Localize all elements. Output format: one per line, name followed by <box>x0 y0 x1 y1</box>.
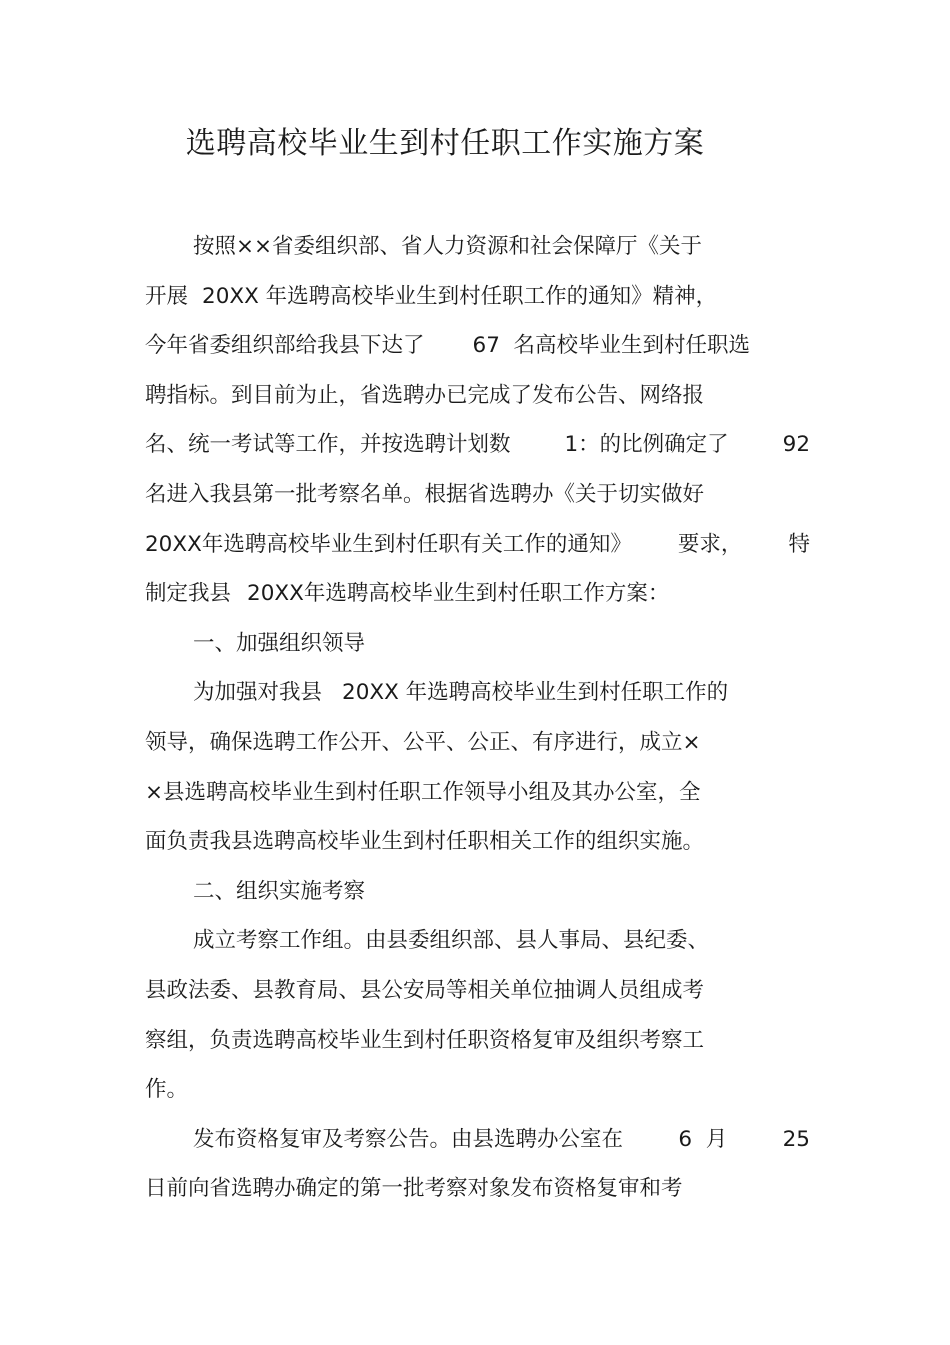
line-segment: 开展 <box>145 283 189 309</box>
body-line <box>145 718 810 768</box>
line-segment: 日前向省选聘办确定的第一批考察对象发布资格复审和考 <box>145 1176 683 1202</box>
body-line <box>145 222 810 272</box>
body-line <box>145 470 810 520</box>
body-line <box>145 272 810 322</box>
body-line <box>145 371 810 421</box>
line-segment: 面负责我县选聘高校毕业生到村任职相关工作的组织实施。 <box>145 829 705 855</box>
line-segment: 成立考察工作组。由县委组织部、县人事局、县纪委、 <box>193 928 710 954</box>
line-segment: 20XX年选聘高校毕业生到村任职有关工作的通知》 <box>145 531 632 557</box>
line-segment: 名进入我县第一批考察名单。根据省选聘办《关于切实做好 <box>145 481 705 507</box>
body-line <box>145 668 810 718</box>
line-segment: 察组，负责选聘高校毕业生到村任职资格复审及组织考察工 <box>145 1027 705 1053</box>
line-segment: 为加强对我县 <box>193 680 323 706</box>
body-line <box>145 1016 810 1066</box>
document-body <box>145 222 810 1214</box>
line-segment: 今年省委组织部给我县下达了 <box>145 333 425 359</box>
line-segment: 25 <box>782 1126 810 1152</box>
document-title: 选聘高校毕业生到村任职工作实施方案 <box>185 126 705 161</box>
body-line <box>145 1115 810 1165</box>
line-segment: 20XX 年选聘高校毕业生到村任职工作的 <box>342 680 729 706</box>
line-segment: 一、加强组织领导 <box>193 630 366 656</box>
body-line <box>145 321 810 371</box>
line-segment: 作。 <box>145 1077 189 1103</box>
line-segment: 20XX 年选聘高校毕业生到村任职工作的通知》精神， <box>202 283 718 309</box>
body-line <box>145 520 810 570</box>
line-segment: 聘指标。到目前为止，省选聘办已完成了发布公告、网络报 <box>145 382 705 408</box>
line-segment: 二、组织实施考察 <box>193 878 366 904</box>
line-segment: 领导，确保选聘工作公开、公平、公正、有序进行，成立× <box>145 729 701 755</box>
line-segment: 要求， <box>677 531 743 557</box>
body-line <box>145 817 810 867</box>
line-segment: ×县选聘高校毕业生到村任职工作领导小组及其办公室，全 <box>145 779 701 805</box>
line-segment: 92 <box>782 432 810 458</box>
line-segment: 发布资格复审及考察公告。由县选聘办公室在 <box>193 1126 624 1152</box>
line-segment: 特 <box>788 531 810 557</box>
body-line <box>145 916 810 966</box>
line-segment: 1：的比例确定了 <box>564 432 729 458</box>
line-segment: 按照××省委组织部、省人力资源和社会保障厅《关于 <box>193 234 703 259</box>
line-segment: 制定我县 <box>145 581 232 607</box>
line-segment: 县政法委、县教育局、县公安局等相关单位抽调人员组成考 <box>145 977 705 1003</box>
body-line <box>145 768 810 818</box>
body-line <box>145 966 810 1016</box>
line-segment: 名、统一考试等工作，并按选聘计划数 <box>145 432 511 458</box>
line-segment: 6 月 <box>678 1126 728 1152</box>
body-line <box>145 569 810 619</box>
body-line <box>145 1065 810 1115</box>
line-segment: 20XX年选聘高校毕业生到村任职工作方案： <box>247 581 670 607</box>
line-segment: 67 名高校毕业生到村任职选 <box>472 333 751 359</box>
body-line <box>145 420 810 470</box>
body-line <box>145 1164 810 1214</box>
body-line <box>145 619 810 669</box>
body-line <box>145 867 810 917</box>
